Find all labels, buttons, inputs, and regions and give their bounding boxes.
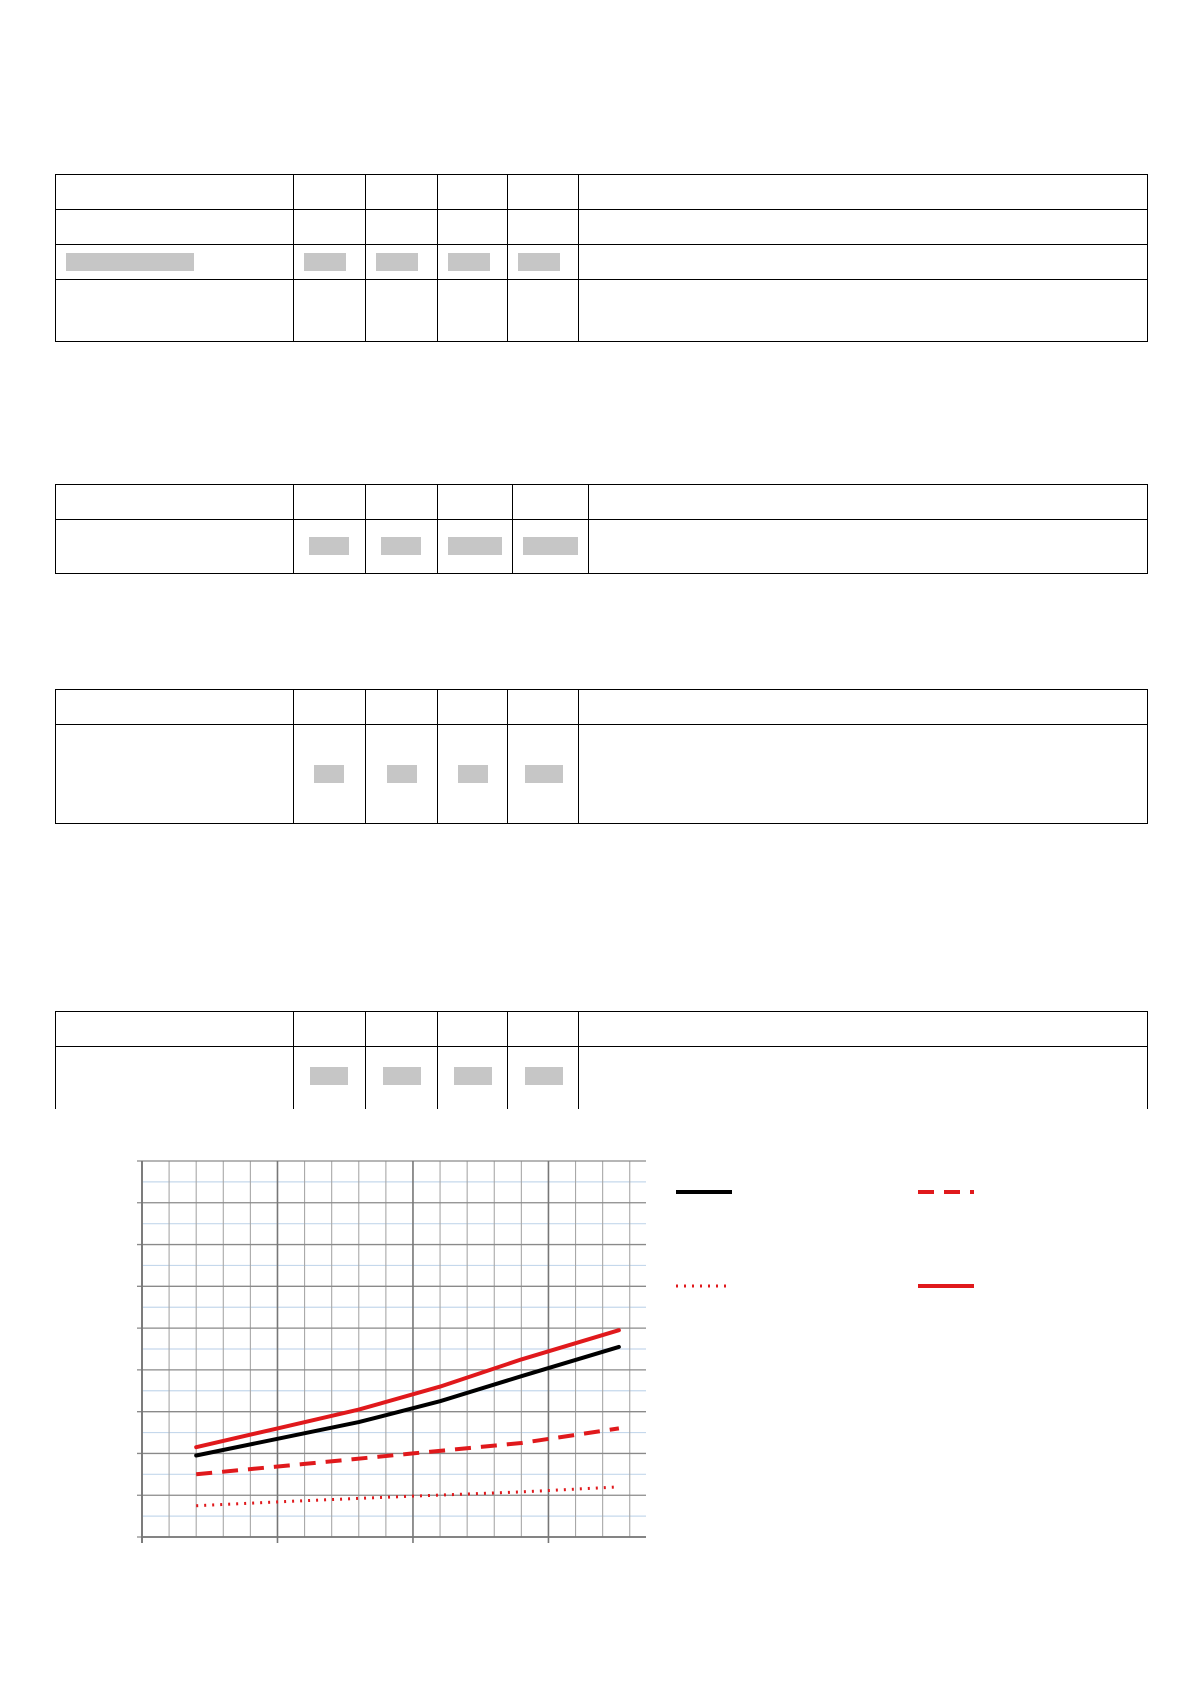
table-cell [508,1012,579,1047]
chart-series [196,1330,619,1506]
table-cell [366,1012,438,1047]
table-cell [294,725,366,824]
table-cell [294,1047,366,1109]
redaction-block [304,253,346,271]
table-cell [579,690,1148,725]
table-cell [56,485,294,520]
table-cell [56,245,294,280]
table-row [56,485,1148,520]
table-row [56,280,1148,342]
chart-legend [660,1160,1080,1300]
table-cell [438,245,508,280]
redaction-block [310,1067,348,1085]
table-cell [56,1047,294,1109]
table-cell [508,280,579,342]
table-cell [438,485,513,520]
redaction-block [454,1067,492,1085]
table-cell [508,175,579,210]
table-cell [56,280,294,342]
table-cell [508,1047,579,1109]
table-cell [513,520,589,574]
table-cell [366,175,438,210]
table-cell [508,725,579,824]
table-cell [366,485,438,520]
table-row [56,520,1148,574]
table-cell [294,520,366,574]
table-cell [294,280,366,342]
redaction-block [387,765,417,783]
redaction-block [448,253,490,271]
redaction-block [525,765,563,783]
chart-axes [142,1161,646,1543]
table-cell [579,210,1148,245]
redaction-block [518,253,560,271]
table-cell [366,280,438,342]
grid-major [137,1161,646,1543]
table-cell [366,210,438,245]
table-4 [55,1011,1148,1109]
table-cell [579,245,1148,280]
table-cell [294,245,366,280]
series-line-solid-black [196,1347,619,1456]
table-cell [438,210,508,245]
redaction-block [314,765,344,783]
grid-minor [142,1161,646,1537]
line-chart [120,1140,660,1560]
table-cell [513,485,589,520]
table-1 [55,174,1148,342]
table-cell [366,1047,438,1109]
table-cell [508,245,579,280]
table-cell [579,1012,1148,1047]
table-cell [56,725,294,824]
table-row [56,175,1148,210]
table-row [56,1047,1148,1109]
table-cell [589,520,1148,574]
table-cell [438,520,513,574]
table-cell [366,725,438,824]
table-cell [294,210,366,245]
table-cell [508,210,579,245]
table-cell [294,690,366,725]
table-row [56,690,1148,725]
table-cell [56,1012,294,1047]
table-cell [438,725,508,824]
redaction-block [66,253,194,271]
table-cell [56,175,294,210]
table-cell [579,175,1148,210]
table-row [56,725,1148,824]
table-2 [55,484,1148,574]
table-cell [366,520,438,574]
series-line-dashed-red [196,1428,619,1474]
table-cell [589,485,1148,520]
table-3 [55,689,1148,824]
table-cell [438,175,508,210]
table-cell [579,280,1148,342]
redaction-block [309,537,349,555]
redaction-block [383,1067,421,1085]
table-cell [438,690,508,725]
table-cell [579,1047,1148,1109]
series-line-solid-red [196,1330,619,1447]
table-cell [508,690,579,725]
table-cell [438,1012,508,1047]
redaction-block [525,1067,563,1085]
redaction-block [381,537,421,555]
table-cell [438,1047,508,1109]
redaction-block [523,537,578,555]
redaction-block [448,537,502,555]
table-cell [56,210,294,245]
series-line-dotted-red [196,1487,619,1506]
table-cell [579,725,1148,824]
table-cell [294,1012,366,1047]
table-row [56,245,1148,280]
table-cell [56,520,294,574]
redaction-block [458,765,488,783]
table-cell [438,280,508,342]
table-cell [366,690,438,725]
redaction-block [376,253,418,271]
table-cell [294,175,366,210]
table-cell [56,690,294,725]
table-cell [294,485,366,520]
table-row [56,210,1148,245]
table-row [56,1012,1148,1047]
table-cell [366,245,438,280]
